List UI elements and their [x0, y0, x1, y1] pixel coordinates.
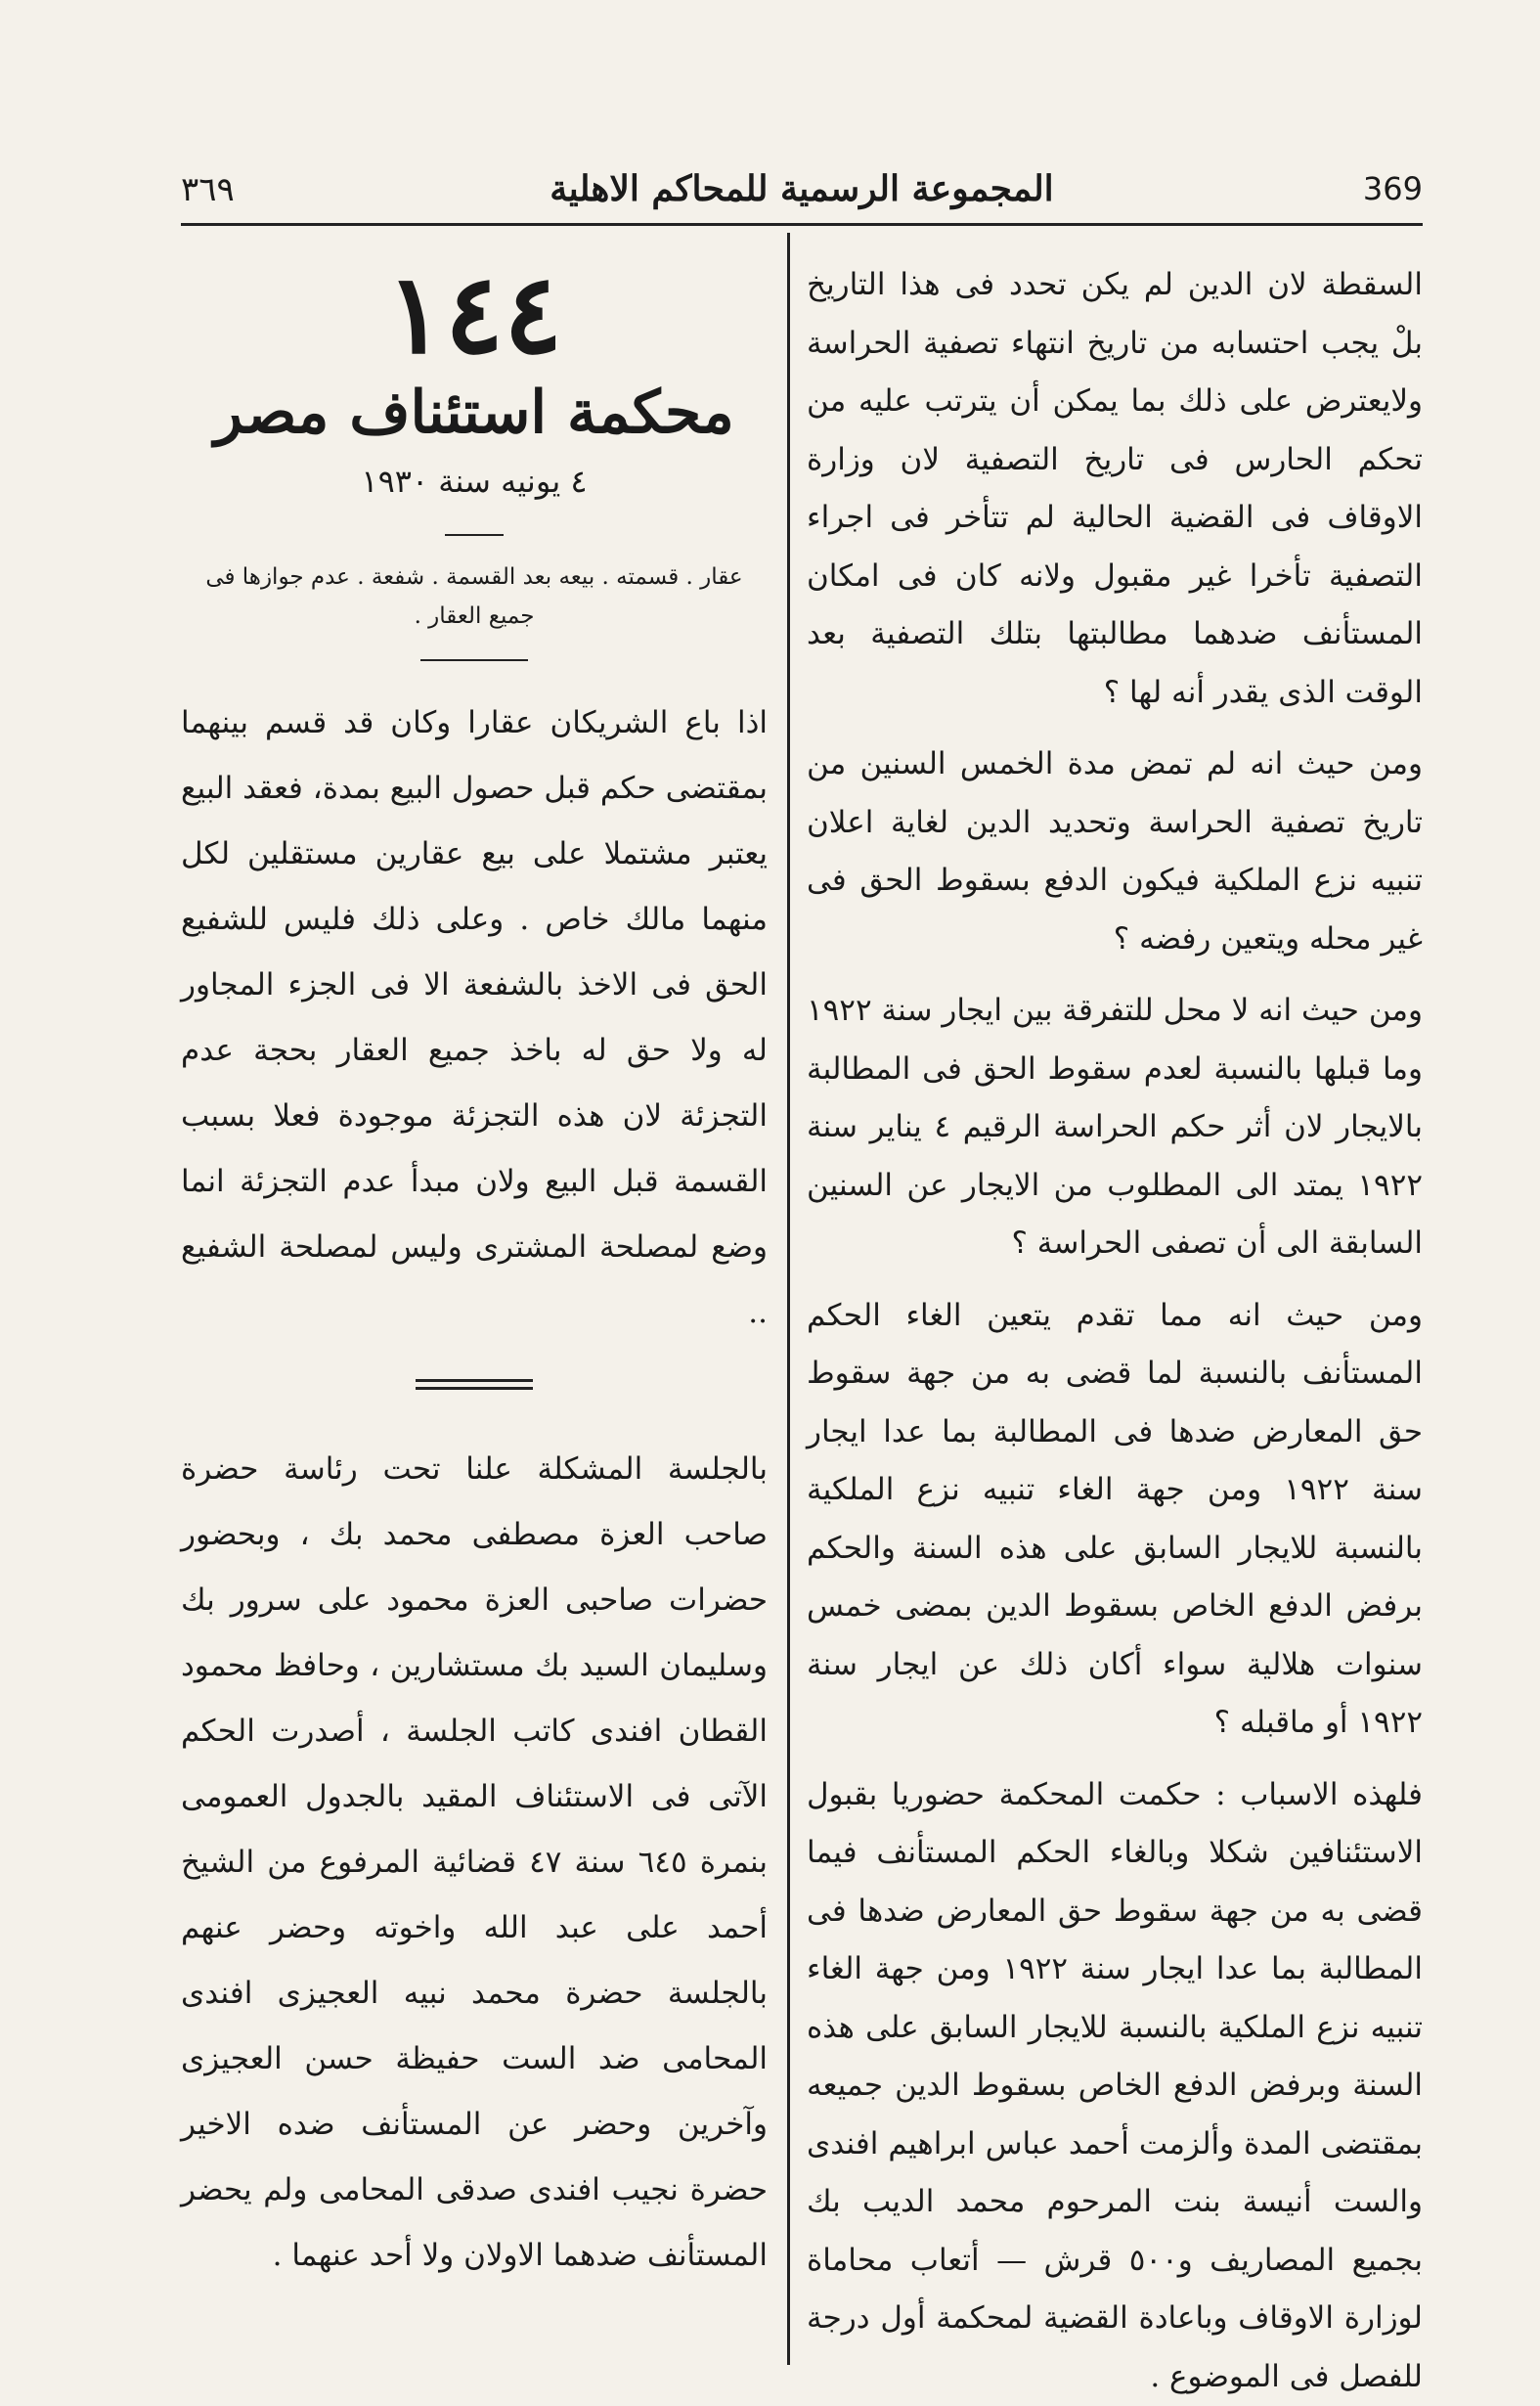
page-header	[181, 164, 1423, 226]
legal-principle: اذا باع الشريكان عقارا وكان قد قسم بينهما بمقتضى حكم قبل حصول البيع بمدة، فعقد البيع يعتبر مشتملا على بيع عقارين مستقلين لكل منهما مالك خاص . وعلى ذلك فليس للشفيع الحق فى الاخذ بالشفعة الا فى الجزء المجاور له ولا حق له باخذ جميع العقار بحجة عدم التجزئة لان هذه التجزئة موجودة فعلا بسبب القسمة قبل البيع ولان مبدأ عدم التجزئة انما وضع لمصلحة المشترى وليس لمصلحة الشفيع ..	[181, 691, 768, 1346]
right-column	[807, 256, 1423, 2406]
left-column	[181, 256, 768, 2289]
paragraph: ومن حيث انه مما تقدم يتعين الغاء الحكم المستأنف بالنسبة لما قضى به من جهة سقوط حق المعارض ضدها فى المطالبة بما عدا ايجار سنة ١٩٢٢ ومن جهة الغاء تنبيه نزع الملكية بالنسبة للايجار السابق على هذه السنة والحكم برفض الدفع الخاص بسقوط الدين بمضى خمس سنوات هلالية سواء أكان ذلك عن ايجار سنة ١٩٢٢ أو ماقبله ؟	[807, 1287, 1423, 1753]
ruling-paragraph: فلهذه الاسباب : حكمت المحكمة حضوريا بقبول الاستئنافين شكلا وبالغاء الحكم المستأنف فيما قضى به من جهة سقوط حق المعارض ضدها فى المطالبة بما عدا ايجار سنة ١٩٢٢ ومن جهة الغاء تنبيه نزع الملكية بالنسبة للايجار السابق على هذه السنة وبرفض الدفع الخاص بسقوط الدين جميعه بمقتضى المدة وألزمت أحمد عباس ابراهيم افندى والست أنيسة بنت المرحوم محمد الديب بك بجميع المصاريف و٥٠٠ قرش — أتعاب محاماة لوزارة الاوقاف وباعادة القضية لمحكمة أول درجة للفصل فى الموضوع .	[807, 1766, 1423, 2406]
short-divider	[445, 534, 504, 536]
case-number: ١٤٤	[181, 256, 768, 374]
page-number-arabic: ٣٦٩	[181, 170, 235, 209]
court-name: محكمة استئناف مصر	[181, 374, 768, 452]
case-date: ٤ يونيه سنة ١٩٣٠	[181, 452, 768, 511]
paragraph: ومن حيث انه لا محل للتفرقة بين ايجار سنة ١٩٢٢ وما قبلها بالنسبة لعدم سقوط الحق فى المطالبة بالايجار لان أثر حكم الحراسة الرقيم ٤ يناير سنة ١٩٢٢ يمتد الى المطلوب من الايجار عن السنين السابقة الى أن تصفى الحراسة ؟	[807, 982, 1423, 1273]
page-number-latin: 369	[1363, 170, 1423, 207]
journal-title: المجموعة الرسمية للمحاكم الاهلية	[181, 168, 1423, 209]
column-divider	[787, 233, 790, 2365]
paragraph: ومن حيث انه لم تمض مدة الخمس السنين من تاريخ تصفية الحراسة وتحديد الدين لغاية اعلان تنبيه نزع الملكية فيكون الدفع بسقوط الحق فى غير محله ويتعين رفضه ؟	[807, 735, 1423, 968]
case-keywords: عقار . قسمته . بيعه بعد القسمة . شفعة . عدم جوازها فى جميع العقار .	[181, 557, 768, 636]
session-text: بالجلسة المشكلة علنا تحت رئاسة حضرة صاحب العزة مصطفى محمد بك ، وبحضور حضرات صاحبى العزة محمود على سرور بك وسليمان السيد بك مستشارين ، وحافظ محمود القطان افندى كاتب الجلسة ، أصدرت الحكم الآتى فى الاستئناف المقيد بالجدول العمومى بنمرة ٦٤٥ سنة ٤٧ قضائية المرفوع من الشيخ أحمد على عبد الله واخوته وحضر عنهم بالجلسة حضرة محمد نبيه العجيزى افندى المحامى ضد الست حفيظة حسن العجيزى وآخرين وحضر عن المستأنف ضده الاخير حضرة نجيب افندى صدقى المحامى ولم يحضر المستأنف ضدهما الاولان ولا أحد عنهما .	[181, 1437, 768, 2289]
section-divider	[420, 659, 528, 661]
paragraph: السقطة لان الدين لم يكن تحدد فى هذا التاريخ بلْ يجب احتسابه من تاريخ انتهاء تصفية الحراسة ولايعترض على ذلك بما يمكن أن يترتب عليه من تحكم الحارس فى تاريخ التصفية لان وزارة الاوقاف فى القضية الحالية لم تتأخر فى اجراء التصفية تأخرا غير مقبول ولانه كان فى امكان المستأنف ضدهما مطالبتها بتلك التصفية بعد الوقت الذى يقدر أنه لها ؟	[807, 256, 1423, 722]
double-divider	[416, 1379, 533, 1390]
